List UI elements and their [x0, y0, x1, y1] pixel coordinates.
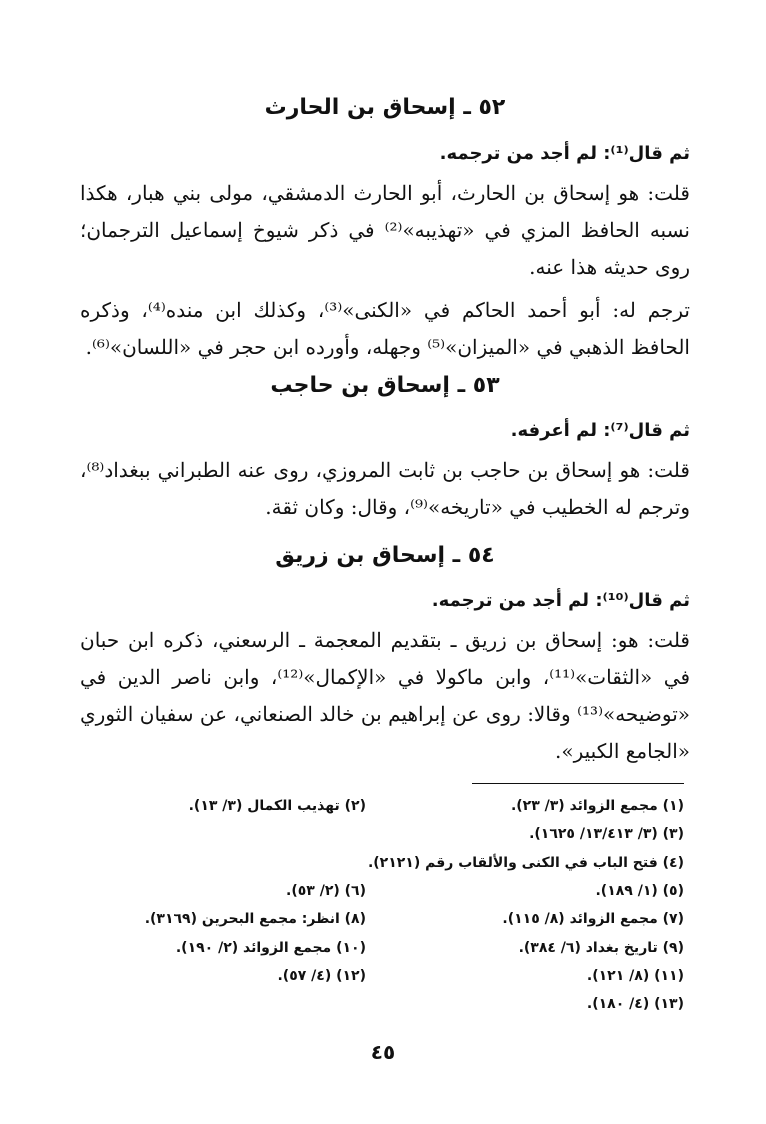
footnote-11: (١١) (٨/ ١٢١). [586, 968, 684, 984]
footnote-2: (٢) تهذيب الكمال (٣/ ١٣). [188, 798, 366, 814]
footnote-8: (٨) انظر: مجمع البحرين (٣١٦٩). [144, 911, 366, 927]
paragraph: قلت: هو إسحاق بن حاجب بن ثابت المروزي، روى عنه الطبراني ببغداد⁽⁸⁾، وترجم له الخطيب في «تاريخه»⁽⁹⁾، وقال: وكان ثقة. [80, 458, 690, 519]
footnote-5: (٥) (١/ ١٨٩). [595, 883, 684, 899]
footnote-12: (١٢) (٤/ ٥٧). [277, 968, 366, 984]
footnote-6: (٦) (٢/ ٥٣). [286, 883, 366, 899]
entry-body-53 [80, 452, 690, 526]
paragraph: قلت: هو إسحاق بن الحارث، أبو الحارث الدمشقي، مولى بني هبار، هكذا نسبه الحافظ المزي في «تهذيبه»⁽²⁾ في ذكر شيوخ إسماعيل الترجمان؛ روى حديثه هذا عنه. [80, 181, 690, 279]
paragraph: ترجم له: أبو أحمد الحاكم في «الكنى»⁽³⁾، وكذلك ابن منده⁽⁴⁾، وذكره الحافظ الذهبي في «الميزان»⁽⁵⁾ وجهله، وأورده ابن حجر في «اللسان»⁽⁶⁾. [80, 298, 690, 359]
footnote-9: (٩) تاريخ بغداد (٦/ ٣٨٤). [518, 940, 684, 956]
footnote-10: (١٠) مجمع الزوائد (٢/ ١٩٠). [175, 940, 366, 956]
entry-heading-54: ٥٤ ـ إسحاق بن زريق [275, 543, 495, 568]
footnote-4: (٤) فتح الباب في الكنى والألقاب رقم (٢١٢١). [367, 855, 684, 871]
paragraph: قلت: هو: إسحاق بن زريق ـ بتقديم المعجمة ـ الرسعني، ذكره ابن حبان في «الثقات»⁽¹¹⁾، وابن ماكولا في «الإكمال»⁽¹²⁾، وابن ناصر الدين في «توضيحه»⁽¹³⁾ وقالا: روى عن إبراهيم بن خالد الصنعاني، عن سفيان الثوري «الجامع الكبير». [80, 628, 691, 763]
entry-body-54 [80, 622, 690, 770]
entry-question-52: ثم قال⁽¹⁾: لم أجد من ترجمه. [439, 143, 690, 164]
entry-heading-52: ٥٢ ـ إسحاق بن الحارث [264, 95, 506, 120]
entry-body-52 [80, 175, 690, 366]
entry-question-54: ثم قال⁽¹⁰⁾: لم أجد من ترجمه. [431, 590, 690, 611]
footnote-13: (١٣) (٤/ ١٨٠). [586, 996, 684, 1012]
footnote-3: (٣) (٣/ ١٣/٤١٣/ ١٦٢٥). [529, 826, 684, 842]
entry-question-53: ثم قال⁽⁷⁾: لم أعرفه. [510, 420, 690, 441]
footnote-7: (٧) مجمع الزوائد (٨/ ١١٥). [502, 911, 684, 927]
footnote-1: (١) مجمع الزوائد (٣/ ٢٣). [510, 798, 684, 814]
entry-heading-53: ٥٣ ـ إسحاق بن حاجب [270, 373, 500, 398]
page-number: ٤٥ [370, 1040, 396, 1064]
footnote-separator [472, 783, 684, 784]
